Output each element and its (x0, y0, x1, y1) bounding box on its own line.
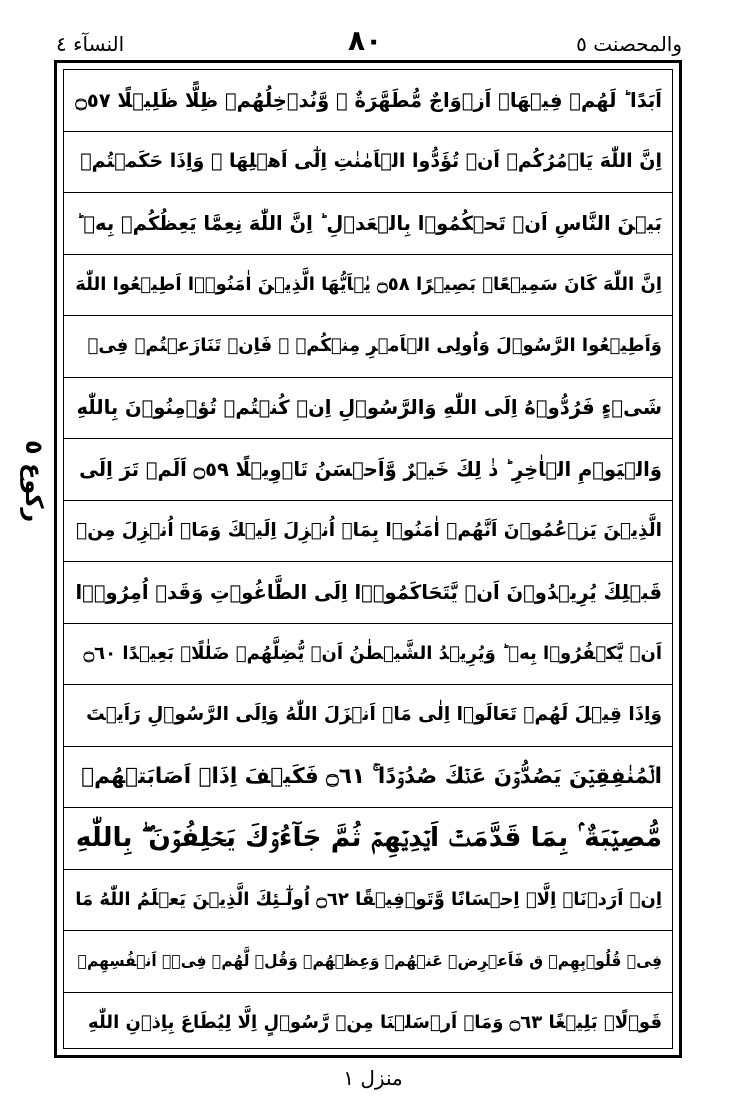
verse-line (64, 685, 672, 747)
verse-line-text: وَاَطِيۡعُوا الرَّسُوۡلَ وَاُولِى الۡاَمۡرِ مِنۡكُمۡ ۚ فَاِنۡ تَنَازَعۡتُمۡ فِىۡ (87, 335, 662, 357)
verse-line (64, 70, 672, 132)
verse-line-text: الۡمُنٰفِقِيۡنَ يَصُدُّوۡنَ عَنۡكَ صُدُوۡدًا ۚ ۝٦١ فَكَيۡفَ اِذَاۤ اَصَابَتۡهُمۡ (81, 764, 662, 789)
verse-lines (63, 69, 673, 1049)
page-header (20, 22, 726, 62)
verse-line-text: شَىۡءٍ فَرُدُّوۡهُ اِلَى اللّٰهِ وَالرَّسُوۡلِ اِنۡ كُنۡتُمۡ تُؤۡمِنُوۡنَ بِاللّٰهِ (76, 396, 662, 419)
verse-line-text: مُّصِيۡبَةٌ ۢ بِمَا قَدَّمَتۡ اَيۡدِيۡهِمۡ ثُمَّ جَآءُوۡكَ يَحۡلِفُوۡنَ ۖ بِاللّٰهِ (75, 822, 662, 853)
verse-line (64, 193, 672, 255)
verse-line (64, 255, 672, 317)
verse-line-text: اِنَّ اللّٰهَ كَانَ سَمِيۡعًاۢ بَصِيۡرًا ۝٥٨ يٰۤاَيُّهَا الَّذِيۡنَ اٰمَنُوۡۤا اَطِيۡعُوا اللّٰهَ (75, 273, 662, 295)
verse-line (64, 378, 672, 440)
verse-line-text: اِنَّ اللّٰهَ يَاۡمُرُكُمۡ اَنۡ تُؤَدُّوا الۡاَمٰنٰتِ اِلٰٓى اَهۡلِهَا ۙ وَاِذَا حَكَمۡتُمۡ (80, 150, 662, 173)
verse-line-text: وَاِذَا قِيۡلَ لَهُمۡ تَعَالَوۡا اِلٰى مَاۤ اَنۡزَلَ اللّٰهُ وَاِلَى الرَّسُوۡلِ رَاَيۡتَ (86, 704, 662, 725)
verse-line-text: اَنۡ يَّكۡفُرُوۡا بِهٖ ؕ وَيُرِيۡدُ الشَّيۡطٰنُ اَنۡ يُّضِلَّهُمۡ ضَلٰلًاۢ بَعِيۡدًا ۝٦٠ (83, 642, 662, 664)
verse-line (64, 132, 672, 194)
verse-line-text: الَّذِيۡنَ يَزۡعُمُوۡنَ اَنَّهُمۡ اٰمَنُوۡا بِمَاۤ اُنۡزِلَ اِلَيۡكَ وَمَاۤ اُنۡزِلَ مِنۡ (76, 519, 662, 541)
verse-line (64, 808, 672, 870)
verse-line-text: فِىۡ قُلُوۡبِهِمۡ ق فَاَعۡرِضۡ عَنۡهُمۡ وَعِظۡهُمۡ وَقُلۡ لَّهُمۡ فِىۡۤ اَنۡفُسِهِمۡ (77, 951, 662, 970)
verse-line (64, 439, 672, 501)
verse-line (64, 993, 672, 1055)
verse-line-text: اَبَدًا ؕ لَهُمۡ فِيۡهَاۤ اَزۡوَاجٌ مُّطَهَّرَةٌ ۡ وَّنُدۡخِلُهُمۡ ظِلًّا ظَلِيۡلًا ۝٥٧ (75, 88, 662, 112)
verse-line (64, 624, 672, 686)
verse-line-text: اِنۡ اَرَدۡنَاۤ اِلَّاۤ اِحۡسَانًا وَّتَوۡفِيۡقًا ۝٦٢ اُولٰٓـئِكَ الَّذِيۡنَ يَعۡلَمُ اللّٰهُ مَا (75, 888, 662, 910)
page-number: ٨٠ (348, 24, 383, 57)
juz-name: والمحصنت ٥ (576, 32, 682, 56)
verse-line (64, 501, 672, 563)
ruku-marker: رکوع ٥ (20, 440, 48, 523)
verse-line (64, 931, 672, 993)
verse-line (64, 747, 672, 809)
verse-line (64, 316, 672, 378)
verse-line-text: قَبۡلِكَ يُرِيۡدُوۡنَ اَنۡ يَّتَحَاكَمُوۡۤا اِلَى الطَّاغُوۡتِ وَقَدۡ اُمِرُوۡۤا (75, 580, 662, 604)
manzil-footer: منزل ١ (343, 1066, 403, 1090)
verse-line-text: وَالۡيَوۡمِ الۡاٰخِرِ ؕ ذٰ لِكَ خَيۡرٌ وَّاَحۡسَنُ تَاۡوِيۡلًا ۝٥٩ اَلَمۡ تَرَ اِلَى (79, 457, 662, 481)
verse-line-text: بَيۡنَ النَّاسِ اَنۡ تَحۡكُمُوۡا بِالۡعَدۡلِ ؕ اِنَّ اللّٰهَ نِعِمَّا يَعِظُكُمۡ بِهٖ ؕ (76, 211, 662, 235)
verse-line-text: قَوۡلًاۢ بَلِيۡغًا ۝٦٣ وَمَاۤ اَرۡسَلۡنَا مِنۡ رَّسُوۡلٍ اِلَّا لِيُطَاعَ بِاِذۡنِ اللّٰهِ (88, 1012, 662, 1034)
verse-line (64, 870, 672, 932)
surah-name: النسآء ٤ (56, 32, 125, 56)
verse-line (64, 562, 672, 624)
text-frame (54, 60, 682, 1058)
